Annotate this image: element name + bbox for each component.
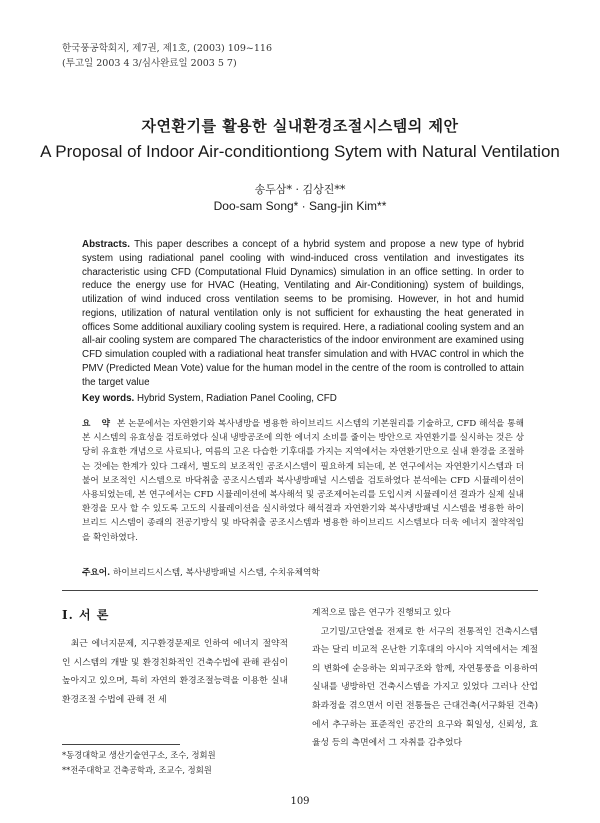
right-column — [312, 604, 538, 753]
korean-keywords-text: 하이브리드시스템, 복사냉방패널 시스템, 수치유체역학 — [112, 568, 320, 578]
keywords — [82, 393, 524, 404]
summary-text: 본 논문에서는 자연환기와 복사냉방을 병용한 하이브리드 시스템의 기본원리를 기술하고, CFD 해석을 통해 본 시스템의 유효성을 검토하였다 실내 냉방공조에 의한 에너지 소비를 줄이는 방안으로 자연환기를 실시하는 것은 상당히 유효한 개념으로 사료되나, 여름의 고온 다습한 기후대를 가지는 지역에서는 자연환기만으로 실내 환경을 조절하는 것에는 한계가 있다 그래서, 별도의 보조적인 공조시스템이 필요하게 되는데, 본 연구에서는 자연환기시스템과 더불어 보조적인 시스템으로 바닥취출 공조시스템과 복사냉방패널 시스템을 검토하였다 분석에는 CFD 시뮬레이션이 사용되었는데, 본 연구에서는 CFD 시뮬레이션에 복사해석 및 공조제어논리를 도입시켜 시뮬레이션 결과가 실제 실내환경을 모사 할 수 있도록 고도의 시뮬레이션을 실시하였다 해석결과 자연환기와 복사냉방패널 시스템을 병용한 하이브리드 시스템이 종래의 전공기방식 및 바닥취출 공조시스템과 병용한 하이브리드 시스템보다 더욱 에너지 절약적임을 확인하였다. — [82, 419, 525, 543]
abstract-label: Abstracts. — [82, 239, 130, 250]
english-authors: Doo-sam Song* · Sang-jin Kim** — [213, 199, 387, 213]
keywords-text: Hybrid System, Radiation Panel Cooling, CFD — [137, 393, 337, 404]
page-number: 109 — [290, 796, 310, 807]
intro-paragraph-1-continued: 계적으로 많은 연구가 진행되고 있다 — [312, 608, 451, 618]
footnotes — [62, 748, 216, 777]
summary-label: 요 약 — [82, 419, 114, 429]
korean-summary — [82, 417, 524, 545]
english-title: A Proposal of Indoor Air-conditiontiong Sytem with Natural Ventilation — [40, 142, 560, 161]
section-heading-introduction: I. 서 론 — [62, 608, 110, 622]
intro-paragraph-1: 최근 에너지문제, 지구환경문제로 인하여 에너지 절약적인 시스템의 개발 및 환경친화적인 건축수법에 관해 관심이 높아지고 있으며, 특히 자연의 환경조절능력을 이용한 실내환경조절 수법에 관해 전 세 — [62, 639, 288, 705]
journal-header — [62, 41, 272, 71]
korean-title: 자연환기를 활용한 실내환경조절시스템의 제안 — [141, 117, 459, 135]
intro-paragraph-2: 고기밀/고단열을 전제로 한 서구의 전통적인 건축시스템과는 달리 비교적 온난한 기후대의 아시아 지역에서는 계절의 변화에 순응하는 외피구조와 함께, 자연통풍을 이용하여 실내를 냉방하던 건축시스템을 가지고 있었다 그러나 산업화과정을 겪으면서 이런 전통들은 근대건축(서구화된 건축)에서 추구하는 표준적인 공간의 요구와 획일성, 신뢰성, 효율성 등의 측면에서 그 자취를 감추었다 — [312, 626, 538, 749]
abstract — [82, 238, 524, 389]
submission-dates: (투고일 2003 4 3/심사완료일 2003 5 7) — [62, 58, 237, 69]
korean-authors: 송두삼* · 김상진** — [254, 183, 346, 196]
journal-citation: 한국풍공학회지, 제7권, 제1호, (2003) 109~116 — [62, 43, 272, 54]
korean-keywords — [82, 566, 524, 578]
section-divider — [62, 590, 538, 591]
korean-keywords-label: 주요어. — [82, 568, 111, 578]
left-column — [62, 600, 288, 709]
abstract-text: This paper describes a concept of a hybrid system and propose a new type of hybrid system using radiational panel cooling with wind-induced cross ventilation and investigates its characteristic using CFD (Computational Fluid Dynamics) simulation in an office setting. In order to reduce the energy use for HVAC (Heating, Ventilating and Air-Conditioning) system of buildings, utilization of wind induced cross ventilation seems to be promising. However, in hot and humid regions, utilization of natural ventilation only is not sufficient for exhausting the heat generated in offices Some additional auxiliary cooling system is required. Here, a radiational cooling system and an all-air cooling system are compared The characteristics of the indoor environment are examined using CFD simulation coupled with a radiational heat transfer simulation and with HVAC control in which the PMV (Predicted Mean Vote) value for the human model in the centre of the room is controlled to attain the target value — [82, 239, 525, 388]
footnote-divider — [62, 744, 180, 745]
footnote-1: *동경대학교 생산기술연구소, 조수, 정회원 — [62, 750, 216, 760]
keywords-label: Key words. — [82, 393, 135, 404]
footnote-2: **전주대학교 건축공학과, 조교수, 정회원 — [62, 764, 212, 775]
